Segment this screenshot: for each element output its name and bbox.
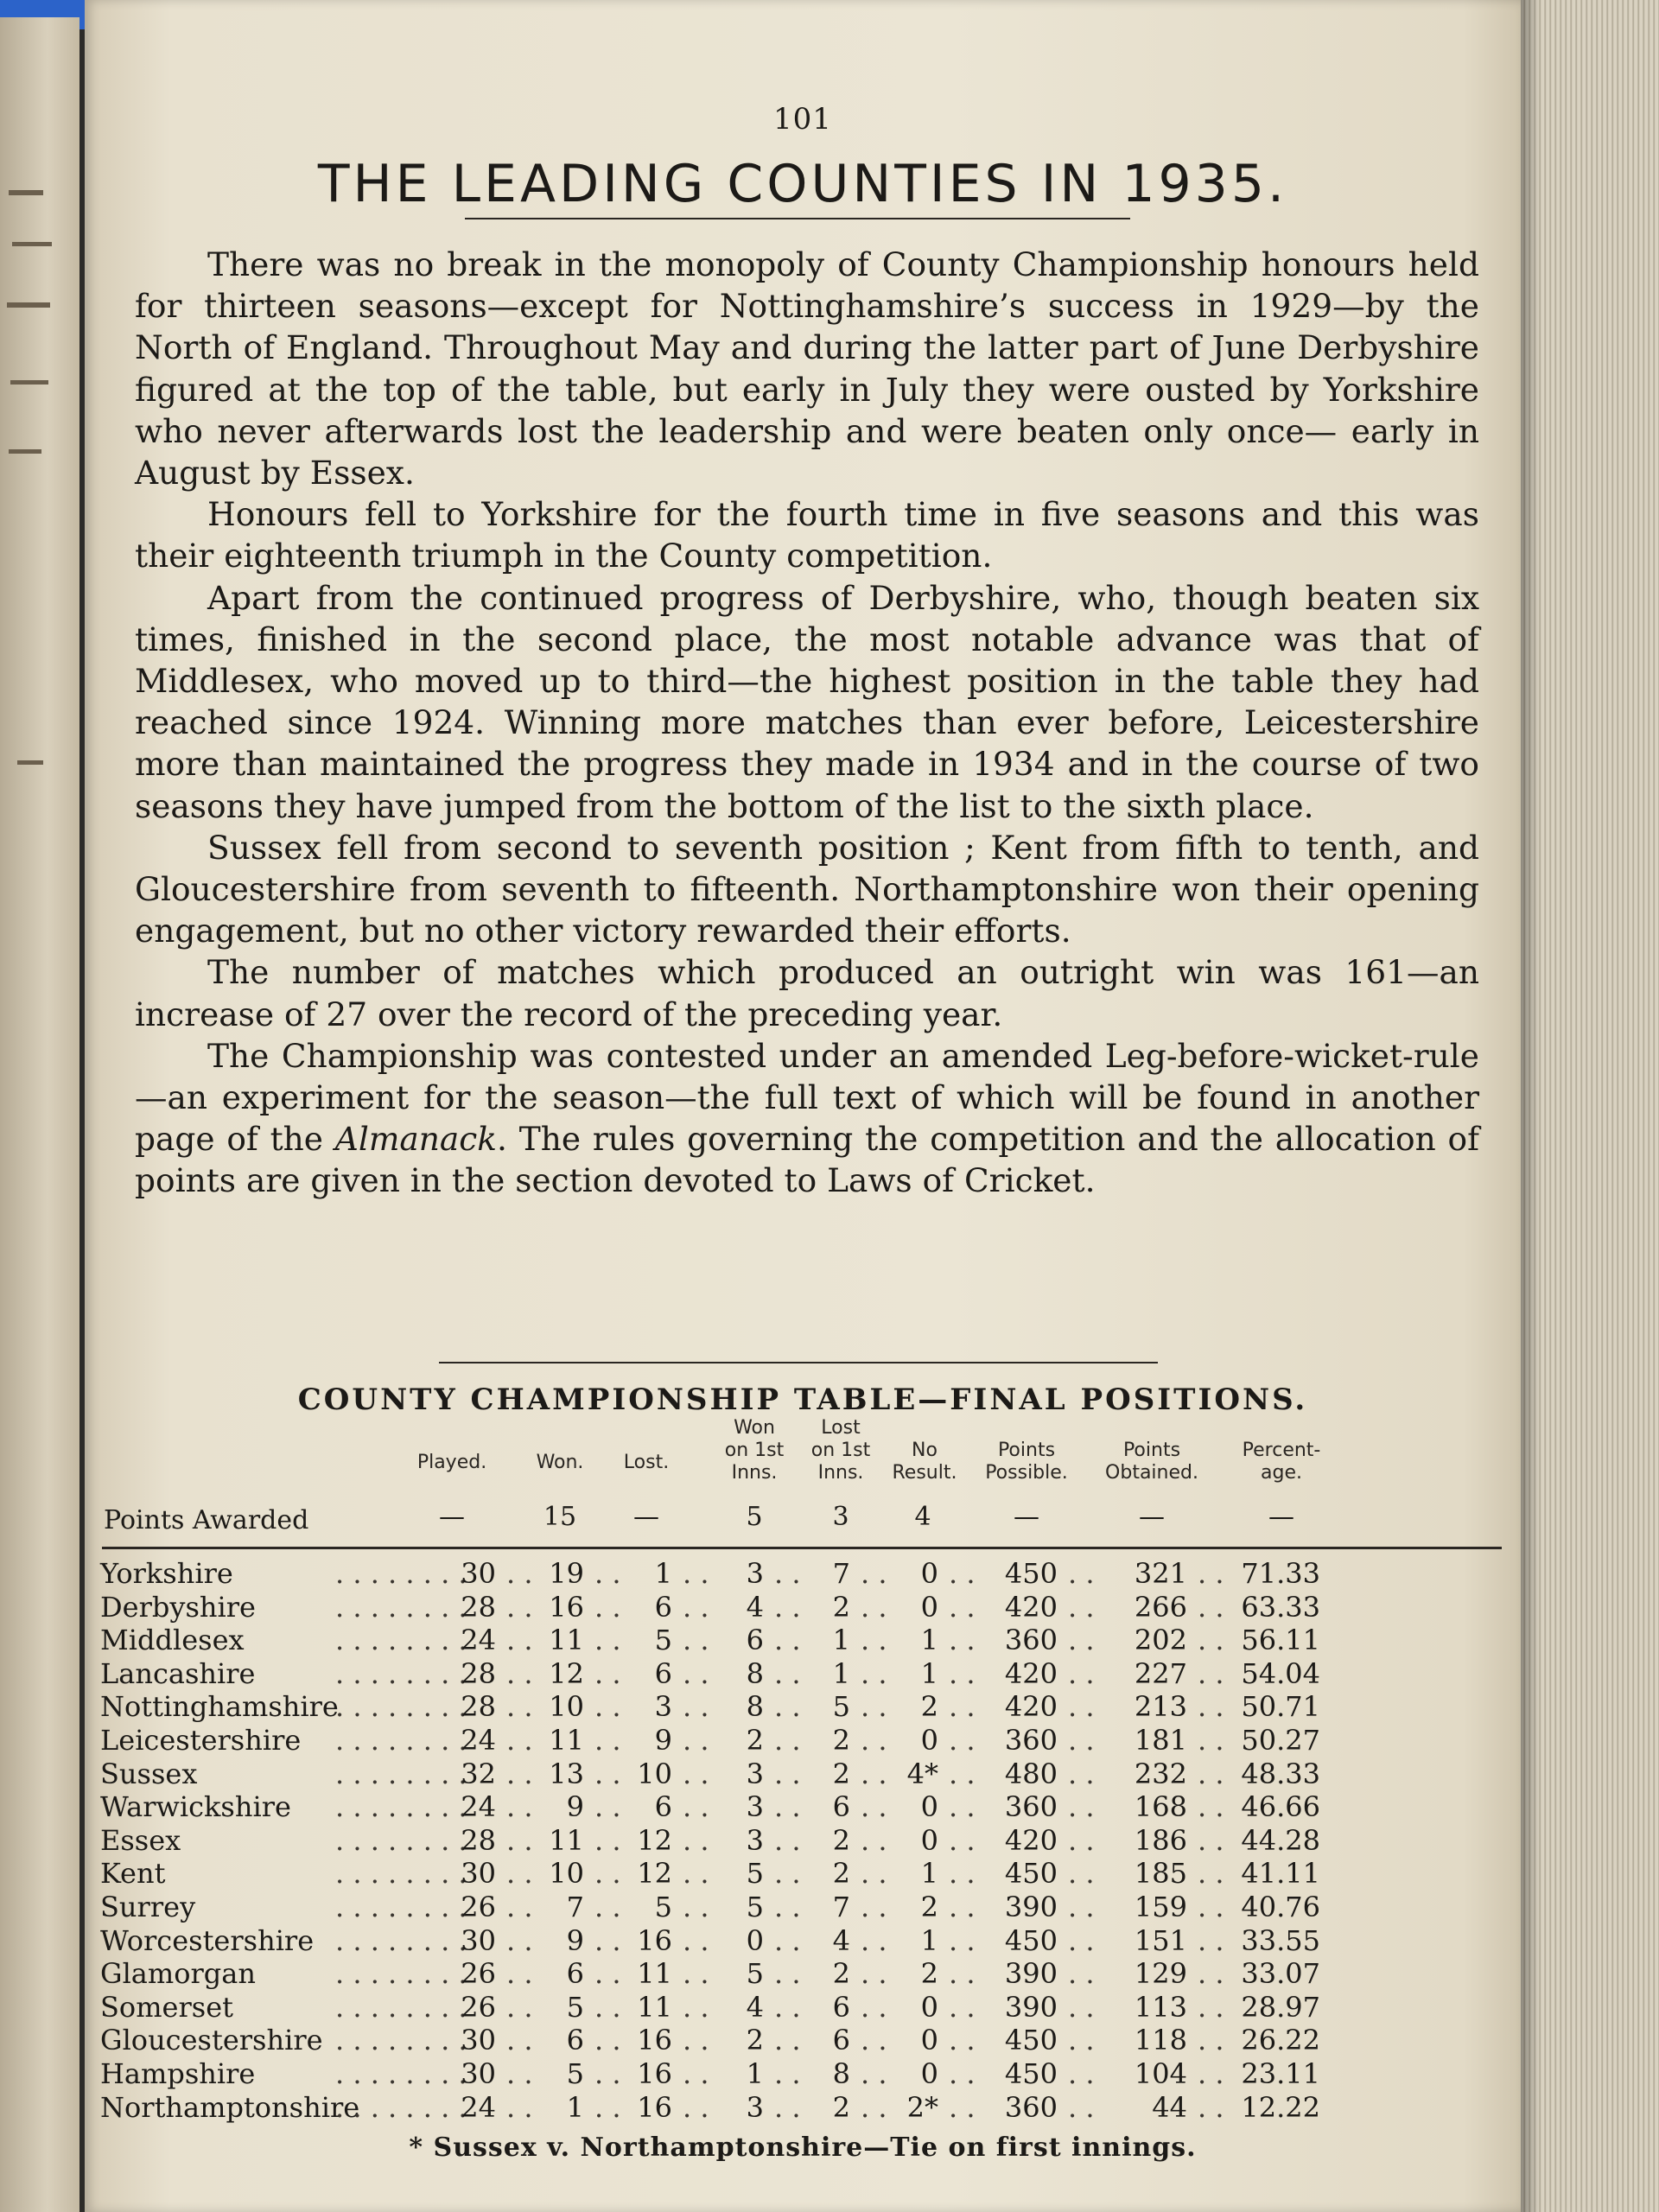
cell-lost-1st: 2 xyxy=(832,1723,850,1757)
left-page-edge xyxy=(0,17,79,2212)
cell-won-1st: 2 xyxy=(746,2024,764,2057)
cell-obtained: 232 xyxy=(1134,1757,1187,1790)
header-lost: Lost. xyxy=(623,1452,670,1473)
cell-possible: 450 xyxy=(1004,1557,1058,1590)
cell-possible: 390 xyxy=(1004,1957,1058,1991)
cell-played: 24 xyxy=(461,1790,496,1824)
paragraph: The Championship was contested under an amended Leg-before-wicket-rule—an experiment for the season—the full text of which will be found in another page of the Almanack. The rules governing the competition and the allocation of points are given in the section devoted to Laws of Cricket. xyxy=(135,1036,1479,1200)
cell-lost: 16 xyxy=(637,2024,672,2057)
county-name: Northamptonshire xyxy=(100,2090,360,2124)
table-row: Surrey . . . . . . . . 26 . . 7 . . 5 . . 5 . . 7 . . 2 . . 390 . . 159 . . 40.76 xyxy=(100,1890,1320,1923)
cell-percentage: 41.11 xyxy=(1241,1857,1320,1891)
cell-obtained: 227 xyxy=(1134,1656,1187,1690)
county-name: Glamorgan xyxy=(100,1957,256,1991)
cell-played: 28 xyxy=(461,1823,496,1857)
cell-won: 6 xyxy=(566,1957,584,1991)
cell-possible: 450 xyxy=(1004,2024,1058,2057)
cell-won-1st: 0 xyxy=(746,1923,764,1957)
cell-percentage: 33.55 xyxy=(1241,1923,1320,1957)
cell-played: 26 xyxy=(461,1990,496,2024)
county-name: Kent xyxy=(100,1857,166,1891)
cell-lost-1st: 7 xyxy=(832,1890,850,1923)
table-row: Leicestershire . . . . . . . . 24 . . 11 . . 9 . . 2 . . 2 . . 0 . . 360 . . 181 . . 50.27 xyxy=(100,1723,1320,1757)
cell-lost-1st: 2 xyxy=(832,1857,850,1891)
cell-possible: 450 xyxy=(1004,2056,1058,2090)
cell-won: 1 xyxy=(566,2090,584,2124)
cell-played: 30 xyxy=(461,1857,496,1891)
cell-possible: 420 xyxy=(1004,1690,1058,1724)
cell-won: 7 xyxy=(566,1890,584,1923)
cell-lost: 16 xyxy=(637,1923,672,1957)
cell-obtained: 181 xyxy=(1134,1723,1187,1757)
header-lost-1st: Lost on 1st Inns. xyxy=(810,1417,871,1484)
cell-no-result: 0 xyxy=(920,1557,938,1590)
header-played: Played. xyxy=(416,1452,487,1473)
paragraph: There was no break in the monopoly of County Championship honours held for thirteen seasons—except for Nottinghamshire’s success in 1929—by the North of England. Throughout May and during the latter part of June Derbyshire figured at the top of the table, but early in July they were ousted by Yorkshire who never afterwards lost the leadership and were beaten only once— early in August by Essex. xyxy=(135,245,1479,493)
cell-won: 10 xyxy=(549,1690,584,1724)
cell-won-1st: 3 xyxy=(746,1557,764,1590)
cell-lost-1st: 6 xyxy=(832,1990,850,2024)
cell-played: 28 xyxy=(461,1656,496,1690)
cell-won: 6 xyxy=(566,2024,584,2057)
cell-won: 5 xyxy=(566,2056,584,2090)
cell-won: 10 xyxy=(549,1857,584,1891)
cell-lost: 9 xyxy=(654,1723,672,1757)
cell-played: 24 xyxy=(461,1624,496,1657)
cell-played: 28 xyxy=(461,1590,496,1624)
header-won: Won. xyxy=(536,1452,584,1473)
cell-percentage: 46.66 xyxy=(1241,1790,1320,1824)
cell-obtained: 213 xyxy=(1134,1690,1187,1724)
book-page: 101 THE LEADING COUNTIES IN 1935. There was no break in the monopoly of County Championship honours held for thirteen seasons—except for Nottinghamshire’s success in 1929—by the North of England. Throughout May and during the latter part of June Derbyshire figured at the top of the table, but early in July they were ousted by Yorkshire who never afterwards lost the leadership and were beaten only once— early in August by Essex. Honours fell to Yorkshire for the fourth time in five seasons and this was their eighteenth triumph in the County competition. Apart from the continued progress of Derbyshire, who, though beaten six times, finished in the second place, the most notable advance was that of Middlesex, who moved up to third—the highest position in the table they had reached since 1924. Winning more matches than ever before, Leicestershire more than maintained the progress they made in 1934 and in the course of two seasons they have jumped from the bottom of the list to the sixth place. Sussex fell from second to seventh position ; Kent from fifth to tenth, and Gloucestershire from seventh to fifteenth. Northamptonshire won their opening engagement, but no other victory rewarded their efforts. The number of matches which produced an outright win was 161—an increase of 27 over the record of the preceding year. The Championship was contested under an amended Leg-before-wicket-rule—an experiment for the season—the full text of which will be found in another page of the Almanack. The rules governing the competition and the allocation of points are given in the section devoted to Laws of Cricket. COUNTY CHAMPIONSHIP TABLE—FINAL POSITIONS. Played. Won. Lost. Won on 1st Inns. Lost on 1st Inns. No Result. Points Possible. Points Obtained. Percent- age. Points Awarded — 15 — 5 3 4 — — — Yorkshire . . . . . . . . 30 . . 19 . . 1 . . 3 . . 7 . . 0 . . 450 . . 321 . . 71.33 Derbyshire . . . . . . . . 28 . . 16 . . 6 . . 4 . . 2 . . 0 . . 420 . . 266 . . 63.33 Middlesex . . . . . . . . 24 . . 11 . . 5 . . 6 . . 1 . . 1 . . 360 . . 202 . . 56.11 Lancashire . . . . . . . . 28 . . 12 . . 6 . . 8 . . 1 . . 1 . . 420 . . 227 . . 54.04 Nottinghamshire . . . . . . . . 28 . . 10 . . 3 . . 8 . . 5 . . 2 . . 420 . . 213 . . 50.71 Leicestershire . . . . . . . . 24 . . 11 . . 9 . . 2 . . 2 . . 0 . . 360 . . 181 . . 50.27 Sussex . . . . . . . . 32 . . 13 . . 10 . . 3 . . 2 . . 4* . . 480 . . 232 . . 48.33 Warwickshire . . . . . . . . 24 . . 9 . . 6 . . 3 . . 6 . . 0 . . 360 . . 168 . . 46.66 Essex . . . . . . . . 28 . . 11 . . 12 . . 3 . . 2 . . 0 . . 420 . . 186 . . 44.28 Kent . . . . . . . . 30 . . 10 . . 12 . . 5 . . 2 . . 1 . . 450 . . 185 . . 41.11 Surrey . . . . . . . . 26 . . 7 . . 5 . . 5 . . 7 . . 2 . . 390 . . 159 . . 40.76 Worcestershire . . . . . . . . 30 . . 9 . . 16 . . 0 . . 4 . . 1 . . 450 . . 151 . . 33.55 Glamorgan . . . . . . . . 26 . . 6 . . 11 . . 5 . . 2 . . 2 . . 390 . . 129 . . 33.07 Somerset . . . . . . . . 26 . . 5 . . 11 . . 4 . . 6 . . 0 . . 390 . . 113 . . 28.97 Gloucestershire . . . . . . . . 30 . . 6 . . 16 . . 2 . . 6 . . 0 . . 450 . . 118 . . 26.22 Hampshire . . . . . . . . 30 . . 5 . . 16 . . 1 . . 8 . . 0 . . 450 . . 104 . . 23.11 Northamptonshire . . . . . . . . 24 . . 1 . . 16 . . 3 . . 2 . . 2* . . 360 . . 44 . . 12.22 * Sussex v. Northamptonshire—Tie on first innings. xyxy=(85,0,1521,2212)
cell-won-1st: 4 xyxy=(746,1590,764,1624)
cell-won-1st: 3 xyxy=(746,2090,764,2124)
page-stack-edges xyxy=(1521,0,1659,2212)
cell-won: 9 xyxy=(566,1790,584,1824)
cell-lost-1st: 1 xyxy=(832,1656,850,1690)
cell-possible: 420 xyxy=(1004,1590,1058,1624)
county-name: Middlesex xyxy=(100,1624,245,1657)
cell-no-result: 2* xyxy=(906,2090,938,2124)
table-footnote: * Sussex v. Northamptonshire—Tie on first innings. xyxy=(409,2133,1197,2163)
cell-won-1st: 8 xyxy=(746,1690,764,1724)
table-row: Essex . . . . . . . . 28 . . 11 . . 12 . . 3 . . 2 . . 0 . . 420 . . 186 . . 44.28 xyxy=(100,1823,1320,1857)
cell-no-result: 0 xyxy=(920,1590,938,1624)
cell-won-1st: 3 xyxy=(746,1790,764,1824)
cell-no-result: 0 xyxy=(920,1823,938,1857)
county-name: Essex xyxy=(100,1823,181,1857)
points-awarded-label: Points Awarded xyxy=(104,1505,309,1535)
county-name: Sussex xyxy=(100,1757,198,1790)
table-row: Warwickshire . . . . . . . . 24 . . 9 . . 6 . . 3 . . 6 . . 0 . . 360 . . 168 . . 46.66 xyxy=(100,1790,1320,1824)
cell-lost-1st: 2 xyxy=(832,1957,850,1991)
cell-no-result: 2 xyxy=(920,1957,938,1991)
table-header-rule xyxy=(102,1547,1502,1549)
cell-played: 26 xyxy=(461,1890,496,1923)
cell-percentage: 71.33 xyxy=(1241,1557,1320,1590)
cell-played: 28 xyxy=(461,1690,496,1724)
cell-percentage: 50.27 xyxy=(1241,1723,1320,1757)
cell-played: 30 xyxy=(461,1923,496,1957)
cell-won: 9 xyxy=(566,1923,584,1957)
cell-percentage: 23.11 xyxy=(1241,2056,1320,2090)
county-name: Surrey xyxy=(100,1890,196,1923)
cell-lost: 12 xyxy=(637,1823,672,1857)
cell-possible: 360 xyxy=(1004,1723,1058,1757)
cell-obtained: 202 xyxy=(1134,1624,1187,1657)
county-name: Leicestershire xyxy=(100,1723,302,1757)
cell-played: 32 xyxy=(461,1757,496,1790)
cell-lost-1st: 2 xyxy=(832,1757,850,1790)
cell-lost-1st: 2 xyxy=(832,2090,850,2124)
cell-percentage: 54.04 xyxy=(1241,1656,1320,1690)
cell-possible: 390 xyxy=(1004,1890,1058,1923)
cell-obtained: 266 xyxy=(1134,1590,1187,1624)
cell-no-result: 0 xyxy=(920,1990,938,2024)
cell-won-1st: 1 xyxy=(746,2056,764,2090)
cell-lost: 5 xyxy=(654,1624,672,1657)
cell-lost: 6 xyxy=(654,1590,672,1624)
cell-lost-1st: 6 xyxy=(832,1790,850,1824)
cell-no-result: 1 xyxy=(920,1656,938,1690)
table-row: Derbyshire . . . . . . . . 28 . . 16 . . 6 . . 4 . . 2 . . 0 . . 420 . . 266 . . 63.33 xyxy=(100,1590,1320,1624)
cell-won: 16 xyxy=(549,1590,584,1624)
table-row: Lancashire . . . . . . . . 28 . . 12 . . 6 . . 8 . . 1 . . 1 . . 420 . . 227 . . 54.04 xyxy=(100,1656,1320,1690)
county-name: Somerset xyxy=(100,1990,233,2024)
table-row: Northamptonshire . . . . . . . . 24 . . 1 . . 16 . . 3 . . 2 . . 2* . . 360 . . 44 . . 12.22 xyxy=(100,2090,1320,2124)
cell-percentage: 40.76 xyxy=(1241,1890,1320,1923)
table-row: Sussex . . . . . . . . 32 . . 13 . . 10 . . 3 . . 2 . . 4* . . 480 . . 232 . . 48.33 xyxy=(100,1757,1320,1790)
paragraph: The number of matches which produced an outright win was 161—an increase of 27 over the record of the preceding year. xyxy=(135,953,1479,1033)
header-no-result: No Result. xyxy=(892,1440,957,1484)
cell-lost: 3 xyxy=(654,1690,672,1724)
cell-percentage: 50.71 xyxy=(1241,1690,1320,1724)
county-name: Yorkshire xyxy=(100,1557,233,1590)
cell-possible: 420 xyxy=(1004,1656,1058,1690)
cell-no-result: 1 xyxy=(920,1923,938,1957)
cell-lost-1st: 7 xyxy=(832,1557,850,1590)
cell-no-result: 2 xyxy=(920,1890,938,1923)
cell-possible: 480 xyxy=(1004,1757,1058,1790)
table-row: Middlesex . . . . . . . . 24 . . 11 . . 5 . . 6 . . 1 . . 1 . . 360 . . 202 . . 56.11 xyxy=(100,1624,1320,1657)
cell-percentage: 44.28 xyxy=(1241,1823,1320,1857)
table-row: Hampshire . . . . . . . . 30 . . 5 . . 16 . . 1 . . 8 . . 0 . . 450 . . 104 . . 23.11 xyxy=(100,2056,1320,2090)
cell-lost: 11 xyxy=(637,1957,672,1991)
cell-lost-1st: 4 xyxy=(832,1923,850,1957)
cell-percentage: 28.97 xyxy=(1241,1990,1320,2024)
cell-possible: 390 xyxy=(1004,1990,1058,2024)
article-body xyxy=(135,233,1479,1202)
cell-no-result: 1 xyxy=(920,1857,938,1891)
cell-lost: 11 xyxy=(637,1990,672,2024)
cell-played: 30 xyxy=(461,2056,496,2090)
cell-lost-1st: 5 xyxy=(832,1690,850,1724)
cell-obtained: 118 xyxy=(1134,2024,1187,2057)
county-name: Hampshire xyxy=(100,2056,256,2090)
county-name: Derbyshire xyxy=(100,1590,256,1624)
table-body xyxy=(85,1557,1521,2124)
cell-possible: 360 xyxy=(1004,2090,1058,2124)
cell-lost-1st: 2 xyxy=(832,1590,850,1624)
table-row: Glamorgan . . . . . . . . 26 . . 6 . . 11 . . 5 . . 2 . . 2 . . 390 . . 129 . . 33.07 xyxy=(100,1957,1320,1991)
cell-percentage: 33.07 xyxy=(1241,1957,1320,1991)
cell-won: 12 xyxy=(549,1656,584,1690)
cell-won-1st: 6 xyxy=(746,1624,764,1657)
county-name: Gloucestershire xyxy=(100,2024,323,2057)
cell-won: 19 xyxy=(549,1557,584,1590)
cell-obtained: 168 xyxy=(1134,1790,1187,1824)
cell-possible: 360 xyxy=(1004,1790,1058,1824)
cell-obtained: 44 xyxy=(1152,2090,1187,2124)
cell-won: 13 xyxy=(549,1757,584,1790)
cell-played: 24 xyxy=(461,2090,496,2124)
cell-lost: 6 xyxy=(654,1656,672,1690)
cell-won-1st: 3 xyxy=(746,1823,764,1857)
table-row: Worcestershire . . . . . . . . 30 . . 9 . . 16 . . 0 . . 4 . . 1 . . 450 . . 151 . . 33.55 xyxy=(100,1923,1320,1957)
cell-percentage: 26.22 xyxy=(1241,2024,1320,2057)
paragraph: Sussex fell from second to seventh position ; Kent from fifth to tenth, and Gloucestershire from seventh to fifteenth. Northamptonshire won their opening engagement, but no other victory rewarded their efforts. xyxy=(135,828,1479,950)
cell-won-1st: 5 xyxy=(746,1857,764,1891)
cell-lost-1st: 6 xyxy=(832,2024,850,2057)
cell-possible: 450 xyxy=(1004,1923,1058,1957)
county-name: Nottinghamshire xyxy=(100,1690,339,1724)
table-row: Kent . . . . . . . . 30 . . 10 . . 12 . . 5 . . 2 . . 1 . . 450 . . 185 . . 41.11 xyxy=(100,1857,1320,1891)
header-percentage: Percent- age. xyxy=(1242,1440,1321,1484)
cell-won-1st: 3 xyxy=(746,1757,764,1790)
cell-obtained: 186 xyxy=(1134,1823,1187,1857)
cell-percentage: 56.11 xyxy=(1241,1624,1320,1657)
cell-percentage: 12.22 xyxy=(1241,2090,1320,2124)
cell-won-1st: 2 xyxy=(746,1723,764,1757)
cell-won-1st: 4 xyxy=(746,1990,764,2024)
cell-lost: 16 xyxy=(637,2090,672,2124)
cell-lost: 10 xyxy=(637,1757,672,1790)
cell-lost: 16 xyxy=(637,2056,672,2090)
cell-no-result: 0 xyxy=(920,1790,938,1824)
cell-possible: 450 xyxy=(1004,1857,1058,1891)
paragraph: Apart from the continued progress of Derbyshire, who, though beaten six times, finished in the second place, the most notable advance was that of Middlesex, who moved up to third—the highest position in the table they had reached since 1924. Winning more matches than ever before, Leicestershire more than maintained the progress they made in 1934 and in the course of two seasons they have jumped from the bottom of the list to the sixth place. xyxy=(135,578,1479,825)
cell-lost: 1 xyxy=(654,1557,672,1590)
cell-lost: 6 xyxy=(654,1790,672,1824)
header-won-1st: Won on 1st Inns. xyxy=(724,1417,785,1484)
table-row: Yorkshire . . . . . . . . 30 . . 19 . . 1 . . 3 . . 7 . . 0 . . 450 . . 321 . . 71.33 xyxy=(100,1557,1320,1590)
cell-percentage: 63.33 xyxy=(1241,1590,1320,1624)
title-rule xyxy=(465,218,1130,219)
cell-no-result: 0 xyxy=(920,2024,938,2057)
table-row: Nottinghamshire . . . . . . . . 28 . . 10 . . 3 . . 8 . . 5 . . 2 . . 420 . . 213 . . 50.71 xyxy=(100,1690,1320,1724)
table-row: Gloucestershire . . . . . . . . 30 . . 6 . . 16 . . 2 . . 6 . . 0 . . 450 . . 118 . . 26.22 xyxy=(100,2024,1320,2057)
cell-percentage: 48.33 xyxy=(1241,1757,1320,1790)
page-number: 101 xyxy=(773,102,832,137)
cell-obtained: 151 xyxy=(1134,1923,1187,1957)
cell-won: 11 xyxy=(549,1624,584,1657)
cell-no-result: 1 xyxy=(920,1624,938,1657)
cell-lost-1st: 1 xyxy=(832,1624,850,1657)
cell-obtained: 159 xyxy=(1134,1890,1187,1923)
cell-obtained: 185 xyxy=(1134,1857,1187,1891)
cell-obtained: 104 xyxy=(1134,2056,1187,2090)
cell-played: 24 xyxy=(461,1723,496,1757)
cell-played: 30 xyxy=(461,1557,496,1590)
cell-no-result: 0 xyxy=(920,1723,938,1757)
cell-no-result: 4* xyxy=(906,1757,938,1790)
cell-obtained: 321 xyxy=(1134,1557,1187,1590)
cell-won: 5 xyxy=(566,1990,584,2024)
cell-won-1st: 8 xyxy=(746,1656,764,1690)
cell-lost-1st: 8 xyxy=(832,2056,850,2090)
table-row: Somerset . . . . . . . . 26 . . 5 . . 11 . . 4 . . 6 . . 0 . . 390 . . 113 . . 28.97 xyxy=(100,1990,1320,2024)
county-name: Worcestershire xyxy=(100,1923,315,1957)
cell-won: 11 xyxy=(549,1723,584,1757)
cell-played: 26 xyxy=(461,1957,496,1991)
header-points-obtained: Points Obtained. xyxy=(1105,1440,1198,1484)
cell-lost: 5 xyxy=(654,1890,672,1923)
cell-lost: 12 xyxy=(637,1857,672,1891)
cell-obtained: 113 xyxy=(1134,1990,1187,2024)
county-name: Lancashire xyxy=(100,1656,256,1690)
cell-played: 30 xyxy=(461,2024,496,2057)
cell-won-1st: 5 xyxy=(746,1890,764,1923)
cell-no-result: 0 xyxy=(920,2056,938,2090)
county-name: Warwickshire xyxy=(100,1790,291,1824)
cell-possible: 360 xyxy=(1004,1624,1058,1657)
paragraph: Honours fell to Yorkshire for the fourth time in five seasons and this was their eighteenth triumph in the County competition. xyxy=(135,495,1479,575)
cell-no-result: 2 xyxy=(920,1690,938,1724)
header-points-possible: Points Possible. xyxy=(985,1440,1068,1484)
cell-lost-1st: 2 xyxy=(832,1823,850,1857)
cell-won: 11 xyxy=(549,1823,584,1857)
section-rule xyxy=(439,1362,1158,1363)
cell-possible: 420 xyxy=(1004,1823,1058,1857)
page-title: THE LEADING COUNTIES IN 1935. xyxy=(317,154,1288,214)
cell-won-1st: 5 xyxy=(746,1957,764,1991)
cell-obtained: 129 xyxy=(1134,1957,1187,1991)
table-title: COUNTY CHAMPIONSHIP TABLE—FINAL POSITIONS. xyxy=(297,1382,1308,1417)
